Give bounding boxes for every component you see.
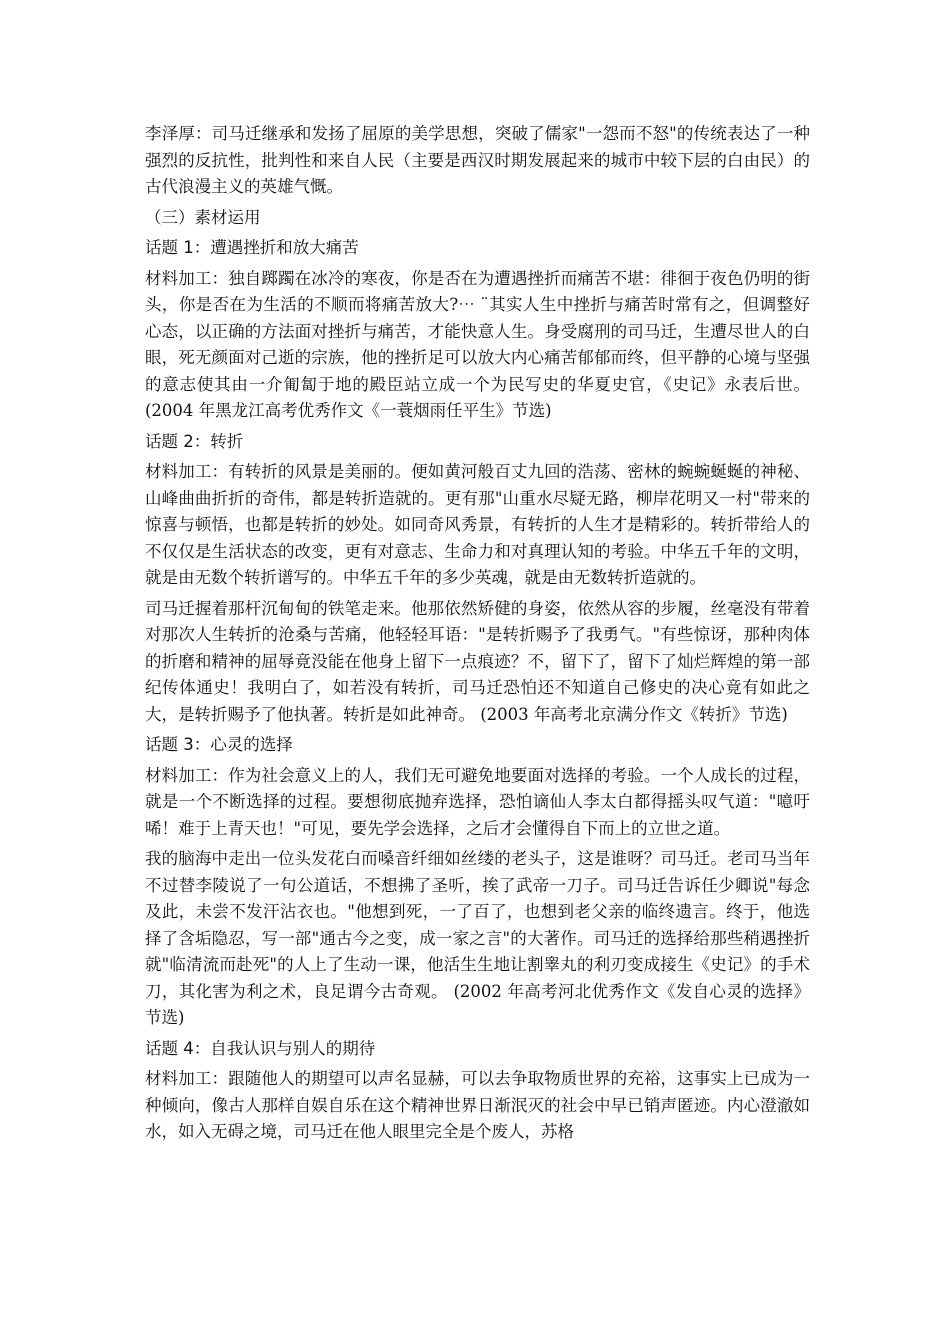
topic-3 xyxy=(145,732,810,1032)
section-heading: （三）素材运用 xyxy=(145,207,261,227)
paragraph-text: 跟随他人的期望可以声名显赫，可以去争取物质世界的充裕，这事实上已成为一种倾向，像古人那样自娱自乐在这个精神世界日渐泯灭的社会中早已销声匿迹。内心澄澈如水，如入无碍之境，司马迁在他人眼里完全是个废人，苏格 xyxy=(145,1069,811,1141)
topic-heading: 话题 4：自我认识与别人的期待 xyxy=(145,1038,376,1058)
topic-paragraph: 我的脑海中走出一位头发花白而嗓音纤细如丝缕的老头子，这是谁呀？司马迁。老司马当年不过替李陵说了一句公道话，不想拂了圣听，挨了武帝一刀子。司马迁告诉任少卿说"每念及此，未尝不发汗沾衣也。"他想到死，一了百了，也想到老父亲的临终遗言。终于，他选择了含垢隐忍，写一部"通古今之变，成一家之言"的大著作。司马迁的选择给那些稍遇挫折就"临清流而赴死"的人上了生动一课，他活生生地让割睾丸的利刃变成接生《史记》的手术刀，其化害为利之术，良足谓今古奇观。 (2002 年高考河北优秀作文《发自心灵的选择》节选) xyxy=(145,849,810,1027)
topic-4 xyxy=(145,1036,810,1146)
material-label: 材料加工： xyxy=(145,1069,229,1088)
topic-1 xyxy=(145,235,810,425)
document-page xyxy=(145,121,810,1150)
topic-paragraph: 司马迁握着那杆沉甸甸的铁笔走来。他那依然矫健的身姿，依然从容的步履，丝毫没有带着对那次人生转折的沧桑与苦痛，他轻轻耳语："是转折赐予了我勇气。"有些惊讶，那种肉体的折磨和精神的屈辱竟没能在他身上留下一点痕迹？不，留下了，留下了灿烂辉煌的第一部纪传体通史！我明白了，如若没有转折，司马迁恐怕还不知道自己修史的决心竟有如此之大，是转折赐予了他执著。转折是如此神奇。 (2003 年高考北京满分作文《转折》节选) xyxy=(145,598,810,724)
topic-paragraph xyxy=(145,459,810,592)
paragraph-text: 有转折的风景是美丽的。便如黄河般百丈九回的浩荡、密林的蜿蜿蜒蜒的神秘、山峰曲曲折折的奇伟，都是转折造就的。更有那"山重水尽疑无路，柳岸花明又一村"带来的惊喜与顿悟，也都是转折的妙处。如同奇风秀景，有转折的人生才是精彩的。转折带给人的不仅仅是生活状态的改变，更有对意志、生命力和对真理认知的考验。中华五千年的文明，就是由无数个转折谱写的。中华五千年的多少英魂，就是由无数转折造就的。 xyxy=(145,462,811,587)
paragraph-text: 作为社会意义上的人，我们无可避免地要面对选择的考验。一个人成长的过程，就是一个不断选择的过程。要想彻底抛弃选择，恐怕谪仙人李太白都得摇头叹气道："噫吁唏！难于上青天也！"可见，要先学会选择，之后才会懂得自下而上的立世之道。 xyxy=(145,765,811,838)
topic-paragraph xyxy=(145,763,810,843)
topic-paragraph xyxy=(145,266,810,425)
topic-heading: 话题 3：心灵的选择 xyxy=(145,735,293,754)
intro-paragraph: 李泽厚：司马迁继承和发扬了屈原的美学思想，突破了儒家"一怨而不怒"的传统表达了一种强烈的反抗性，批判性和来自人民（主要是西汉时期发展起来的城市中较下层的白由民）的古代浪漫主义的英雄气慨。 xyxy=(145,124,810,196)
topic-heading: 话题 1：遭遇挫折和放大痛苦 xyxy=(145,238,359,257)
topic-paragraph xyxy=(145,1066,810,1146)
material-label: 材料加工： xyxy=(145,268,229,288)
paragraph-text: 独自踯躅在冰冷的寒夜，你是否在为遭遇挫折而痛苦不堪：徘徊于夜色仍明的街头，你是否在为生活的不顺而将痛苦放大?⋯ ¨其实人生中挫折与痛苦时常有之，但调整好心态，以正确的方法面对挫折与痛苦，才能快意人生。身受腐刑的司马迁，生遭尽世人的白眼，死无颜面对己逝的宗族，他的挫折足可以放大内心痛苦郁郁而终，但平静的心境与坚强的意志使其由一介匍匐于地的殿臣站立成一个为民写史的华夏史官，《史记》永表后世。(2004 年黑龙江高考优秀作文《一蓑烟雨任平生》节选) xyxy=(145,268,811,420)
topic-2 xyxy=(145,429,810,729)
topic-heading: 话题 2：转折 xyxy=(145,431,244,451)
material-label: 材料加工： xyxy=(145,765,229,785)
material-label: 材料加工： xyxy=(145,462,229,481)
